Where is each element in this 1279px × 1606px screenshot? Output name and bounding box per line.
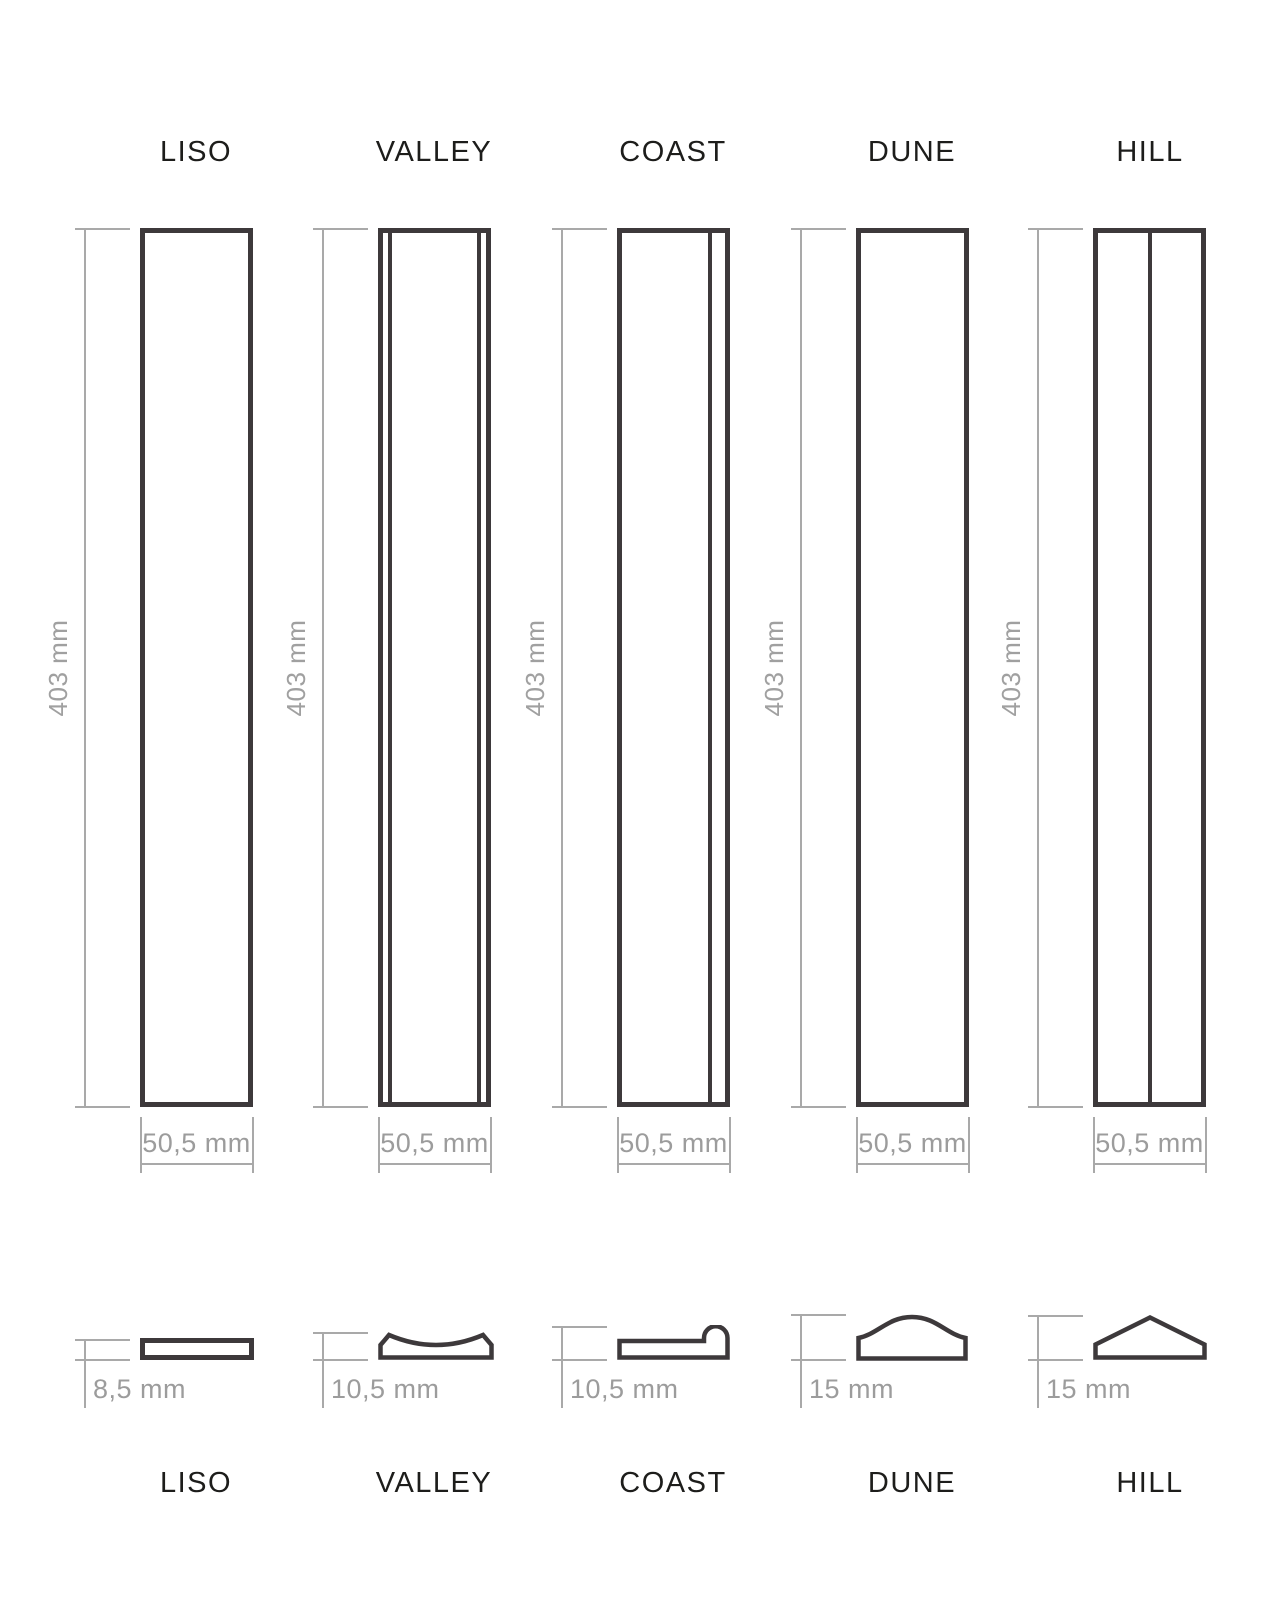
product-name-top-hill: HILL <box>1116 136 1184 168</box>
cross-section-shape-liso <box>140 1338 254 1360</box>
thickness-dim-tick-top-coast <box>552 1326 607 1328</box>
thickness-dimension-label-liso: 8,5 mm <box>93 1374 187 1404</box>
thickness-dimension-line-hill <box>1037 1315 1039 1408</box>
height-dim-tick-bottom-hill <box>1028 1106 1083 1108</box>
product-name-bottom-coast: COAST <box>619 1467 727 1499</box>
thickness-dim-tick-bottom-dune <box>791 1359 846 1361</box>
product-name-top-liso: LISO <box>159 136 233 168</box>
cross-section-shape-dune <box>856 1313 968 1361</box>
product-name-bottom-hill: HILL <box>1116 1467 1184 1499</box>
width-dimension-line-valley <box>378 1163 491 1165</box>
thickness-dimension-line-valley <box>322 1332 324 1408</box>
product-name-top-valley: VALLEY <box>375 136 493 168</box>
width-dimension-label-dune: 50,5 mm <box>858 1128 967 1158</box>
thickness-dim-tick-top-liso <box>75 1339 130 1341</box>
width-dimension-line-liso <box>140 1163 253 1165</box>
thickness-dimension-label-dune: 15 mm <box>809 1374 895 1404</box>
width-dimension-label-valley: 50,5 mm <box>380 1128 489 1158</box>
height-dimension-label-coast: 403 mm <box>520 619 550 717</box>
product-name-bottom-valley: VALLEY <box>375 1467 493 1499</box>
product-name-top-dune: DUNE <box>867 136 957 168</box>
width-dimension-label-hill: 50,5 mm <box>1095 1128 1204 1158</box>
cross-section-shape-coast <box>617 1325 730 1360</box>
thickness-dimension-label-coast: 10,5 mm <box>570 1374 679 1404</box>
height-dimension-label-dune: 403 mm <box>759 619 789 717</box>
front-view-coast <box>617 228 730 1107</box>
height-dim-tick-top-coast <box>552 228 607 230</box>
height-dimension-label-hill: 403 mm <box>996 619 1026 717</box>
front-view-dune <box>856 228 969 1107</box>
height-dim-tick-bottom-valley <box>313 1106 368 1108</box>
thickness-dimension-line-liso <box>84 1339 86 1408</box>
front-ridge-line-coast <box>708 233 712 1102</box>
width-dimension-line-coast <box>617 1163 730 1165</box>
height-dimension-label-liso: 403 mm <box>43 619 73 717</box>
height-dim-tick-bottom-coast <box>552 1106 607 1108</box>
thickness-dim-tick-bottom-valley <box>313 1359 368 1361</box>
thickness-dimension-label-hill: 15 mm <box>1046 1374 1132 1404</box>
height-dim-tick-top-valley <box>313 228 368 230</box>
width-dimension-label-coast: 50,5 mm <box>619 1128 728 1158</box>
width-dimension-line-hill <box>1093 1163 1206 1165</box>
thickness-dim-tick-top-hill <box>1028 1315 1083 1317</box>
height-dimension-line-hill <box>1037 228 1039 1107</box>
cross-section-shape-hill <box>1093 1315 1207 1360</box>
front-ridge-line-right-valley <box>477 233 481 1102</box>
thickness-dimension-line-dune <box>800 1314 802 1408</box>
thickness-dim-tick-top-dune <box>791 1314 846 1316</box>
product-name-bottom-liso: LISO <box>159 1467 233 1499</box>
front-view-valley <box>378 228 491 1107</box>
thickness-dim-tick-top-valley <box>313 1332 368 1334</box>
height-dimension-line-dune <box>800 228 802 1107</box>
front-ridge-line-left-valley <box>388 233 392 1102</box>
thickness-dim-tick-bottom-liso <box>75 1359 130 1361</box>
width-dimension-label-liso: 50,5 mm <box>142 1128 251 1158</box>
height-dimension-label-valley: 403 mm <box>281 619 311 717</box>
front-ridge-line-hill <box>1148 233 1152 1102</box>
thickness-dimension-line-coast <box>561 1326 563 1408</box>
product-name-bottom-dune: DUNE <box>867 1467 957 1499</box>
thickness-dimension-label-valley: 10,5 mm <box>331 1374 440 1404</box>
height-dim-tick-bottom-dune <box>791 1106 846 1108</box>
height-dimension-line-liso <box>84 228 86 1107</box>
cross-section-shape-valley <box>378 1331 494 1360</box>
product-name-top-coast: COAST <box>619 136 727 168</box>
height-dim-tick-top-hill <box>1028 228 1083 230</box>
front-view-liso <box>140 228 253 1107</box>
height-dim-tick-top-dune <box>791 228 846 230</box>
height-dim-tick-bottom-liso <box>75 1106 130 1108</box>
height-dim-tick-top-liso <box>75 228 130 230</box>
thickness-dim-tick-bottom-hill <box>1028 1359 1083 1361</box>
thickness-dim-tick-bottom-coast <box>552 1359 607 1361</box>
height-dimension-line-valley <box>322 228 324 1107</box>
width-dimension-line-dune <box>856 1163 969 1165</box>
height-dimension-line-coast <box>561 228 563 1107</box>
